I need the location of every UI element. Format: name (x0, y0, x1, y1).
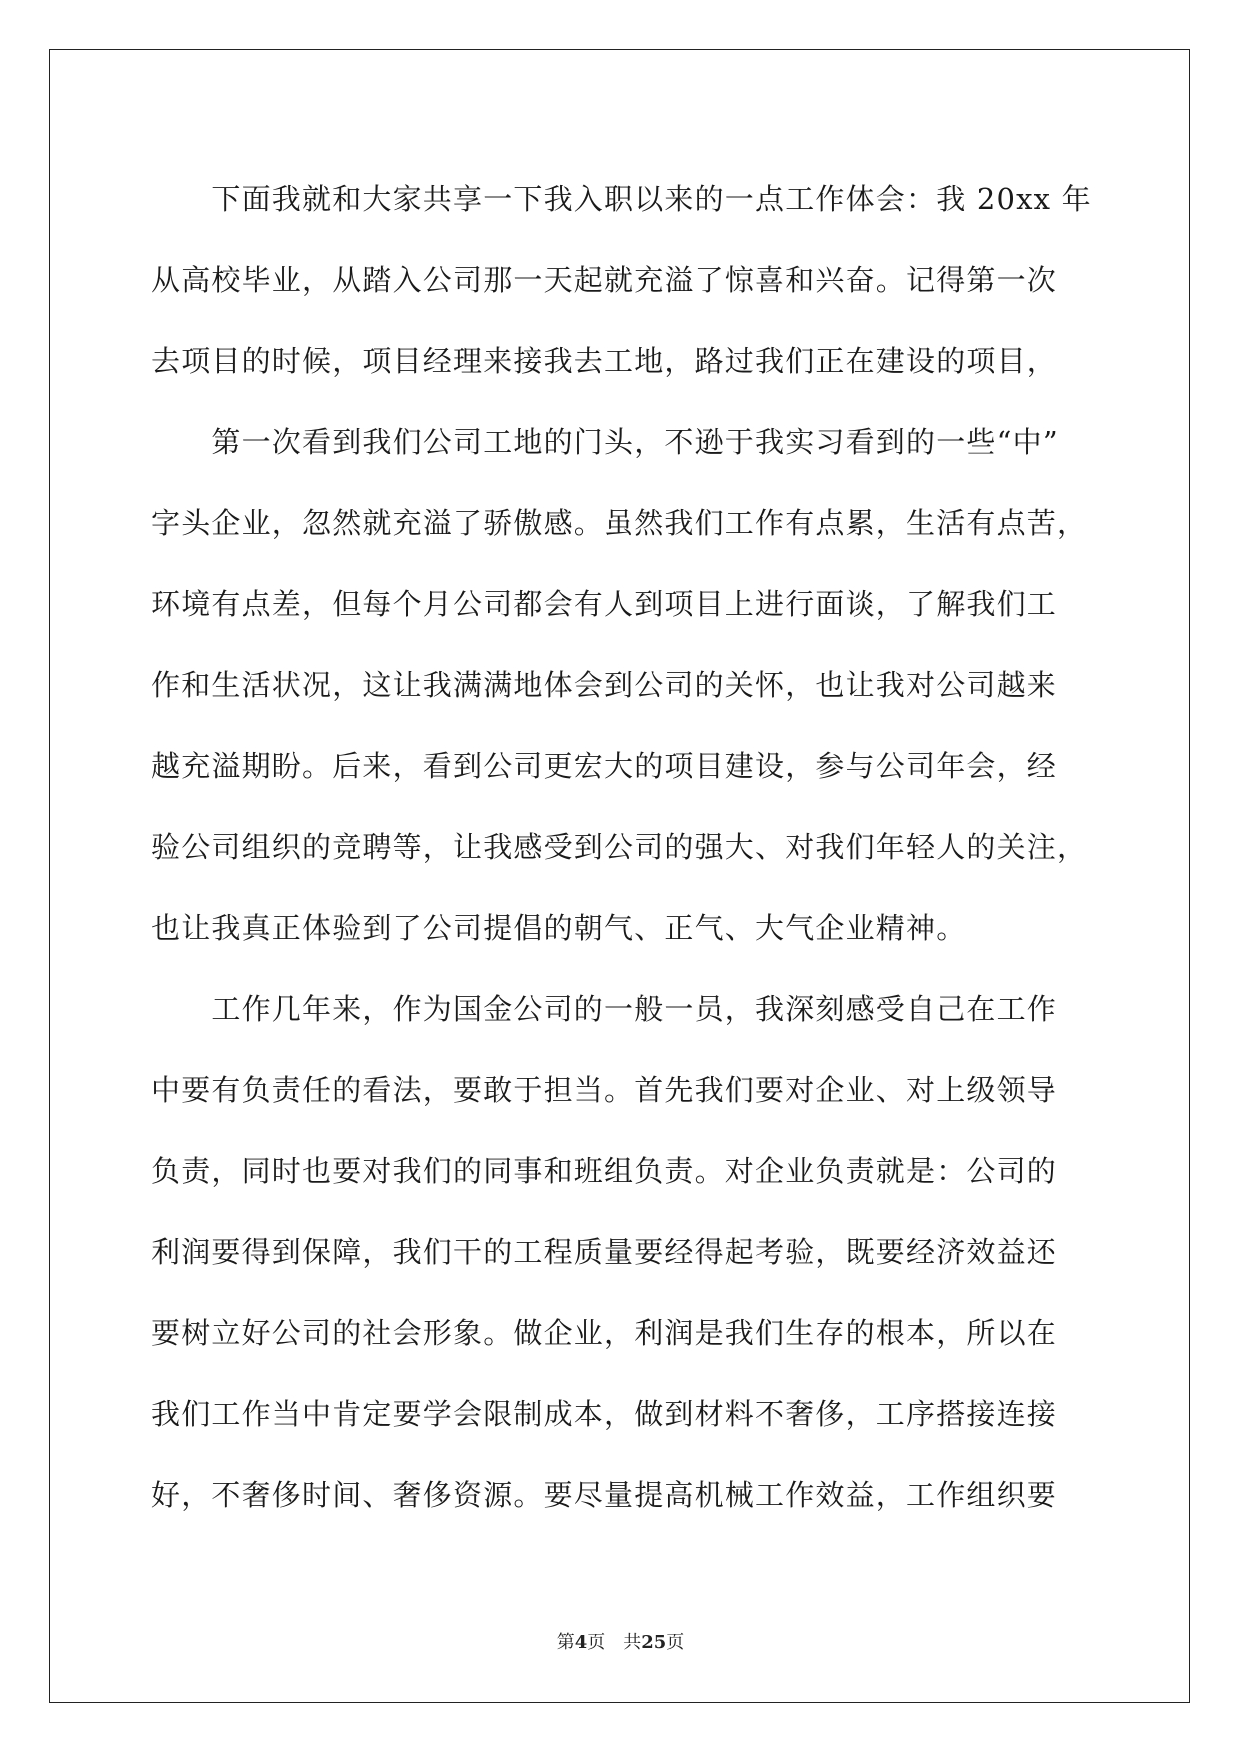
total-prefix: 共 (623, 1632, 642, 1653)
text-line: 验公司组织的竞聘等，让我感受到公司的强大、对我们年轻人的关注， (151, 830, 1088, 864)
text-line: 负责，同时也要对我们的同事和班组负责。对企业负责就是：公司的 (151, 1154, 1058, 1188)
text-line: 也让我真正体验到了公司提倡的朝气、正气、大气企业精神。 (151, 911, 967, 945)
text-line: 利润要得到保障，我们干的工程质量要经得起考验，既要经济效益还 (151, 1235, 1058, 1269)
page-footer (0, 1628, 1241, 1654)
text-line: 工作几年来，作为国金公司的一般一员，我深刻感受自己在工作 (151, 992, 1058, 1026)
page-suffix: 页 (587, 1632, 606, 1653)
total-pages: 25 (641, 1632, 667, 1653)
page-number: 4 (574, 1632, 588, 1653)
total-suffix: 页 (666, 1632, 685, 1653)
text-line: 作和生活状况，这让我满满地体会到公司的关怀，也让我对公司越来 (151, 668, 1058, 702)
text-line: 第一次看到我们公司工地的门头，不逊于我实习看到的一些“中” (151, 425, 1059, 459)
text-line: 我们工作当中肯定要学会限制成本，做到材料不奢侈，工序搭接连接 (151, 1397, 1058, 1431)
text-line: 下面我就和大家共享一下我入职以来的一点工作体会：我 20xx 年 (151, 182, 1092, 216)
text-line: 字头企业，忽然就充溢了骄傲感。虽然我们工作有点累，生活有点苦， (151, 506, 1088, 540)
text-line: 中要有负责任的看法，要敢于担当。首先我们要对企业、对上级领导 (151, 1073, 1058, 1107)
text-line: 环境有点差，但每个月公司都会有人到项目上进行面谈，了解我们工 (151, 587, 1058, 621)
page-prefix: 第 (556, 1632, 575, 1653)
document-body (151, 159, 1091, 1536)
text-line: 从高校毕业，从踏入公司那一天起就充溢了惊喜和兴奋。记得第一次 (151, 263, 1058, 297)
text-line: 越充溢期盼。后来，看到公司更宏大的项目建设，参与公司年会，经 (151, 749, 1058, 783)
text-line: 去项目的时候，项目经理来接我去工地，路过我们正在建设的项目， (151, 344, 1058, 378)
text-line: 要树立好公司的社会形象。做企业，利润是我们生存的根本，所以在 (151, 1316, 1058, 1350)
text-line: 好，不奢侈时间、奢侈资源。要尽量提高机械工作效益，工作组织要 (151, 1478, 1058, 1512)
